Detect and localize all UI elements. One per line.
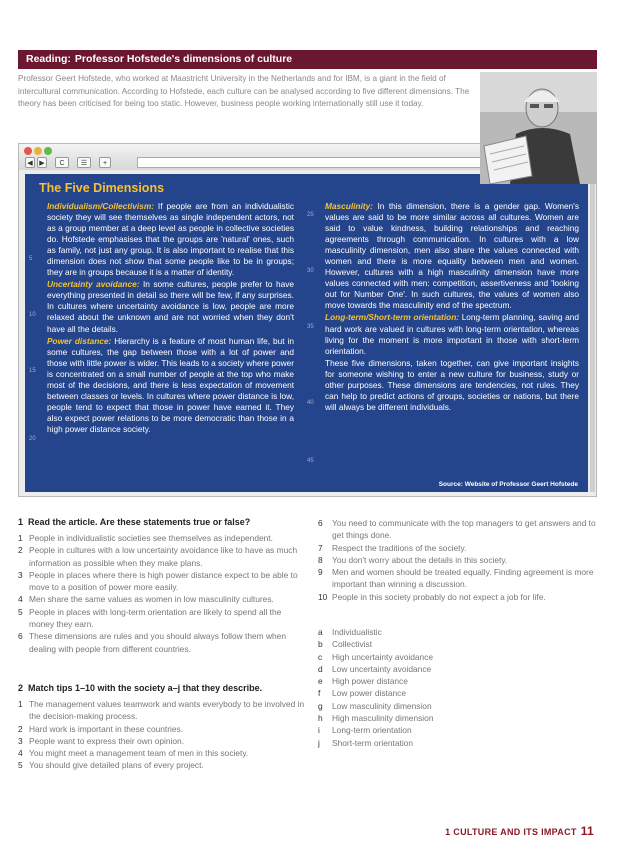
exercise-2-tips-left (18, 698, 308, 772)
bookmark-icon[interactable]: ☰ (77, 157, 91, 168)
scrollbar[interactable] (590, 174, 595, 492)
line-number: 35 (307, 324, 314, 330)
maximize-window-icon[interactable] (44, 147, 52, 155)
line-number: 10 (29, 312, 36, 318)
article-title: The Five Dimensions (39, 181, 165, 195)
list-item: 6 You need to communicate with the top managers to get answers and to get things done. (318, 518, 596, 541)
list-item: 2 Hard work is important in these countries. (18, 723, 184, 734)
line-number: 30 (307, 268, 314, 274)
list-item: 3 People in places where there is high power distance expect to be able to move to a position of power more easily. (18, 569, 298, 593)
list-item: b Collectivist (318, 639, 373, 650)
reading-title: Professor Hofstede's dimensions of culture (74, 53, 293, 65)
exercise-2-tips-right (318, 517, 606, 603)
exercise-1-list (18, 532, 308, 655)
page-number: 11 (580, 824, 594, 838)
new-tab-icon[interactable]: + (99, 157, 111, 168)
dimension-masculinity: Masculinity: In this dimension, there is a gender gap. Women's values are said to be more similar across all cultures. Women are said to value kindness, building relationships and reaching agreements through communication. In cultures with a low masculinity dimension, men also share the values connected with women and there is more equality between men and women. However, cultures with a high masculinity dimension have more values connected with men: competition, assertiveness and 'looking out for Number One'. In such cultures, the values of women also move towards the masculinity end of the spectrum. (325, 201, 579, 311)
list-item: j Short-term orientation (318, 737, 413, 748)
line-number: 15 (29, 368, 36, 374)
portrait-image (480, 72, 597, 184)
list-item: 8 You don't worry about the details in this society. (318, 554, 508, 565)
list-item: 10 People in this society probably do not expect a job for life. (318, 591, 546, 602)
exercise-1-heading: 1 Read the article. Are these statements true or false? (18, 517, 251, 527)
forward-arrow-icon[interactable]: ▶ (37, 157, 47, 168)
list-item: 5 People in places with long-term orientation are likely to spend all the money they earn. (18, 606, 282, 630)
minimize-window-icon[interactable] (34, 147, 42, 155)
list-item: g Low masculinity dimension (318, 700, 432, 711)
article-right-column (325, 201, 579, 414)
dimension-power-distance: Power distance: Hierarchy is a feature of most human life, but in some cultures, the gap between those with a lot of power and those with little power is wider. This leads to a society where power is concentrated on a small number of people at the top who make most of the decisions, and there is less expectation of movement between classes or levels. In cultures where power distance is low, people tend to expect that those in power have earned it. They also expect power relations to be more democratic than those in a high power distance society. (47, 335, 294, 434)
list-item: f Low power distance (318, 688, 407, 699)
reload-icon[interactable]: C (55, 157, 69, 168)
list-item: 3 People want to express their own opinion. (18, 735, 185, 746)
list-item: 9 Men and women should be treated equally. Finding agreement is more important than winning a discussion. (318, 567, 594, 590)
list-item: 6 These dimensions are rules and you should always follow them when dealing with people from different countries. (18, 631, 286, 654)
exercise-2-heading: 2 Match tips 1–10 with the society a–j that they describe. (18, 683, 263, 693)
list-item: h High masculinity dimension (318, 713, 434, 724)
reading-label: Reading: (26, 53, 71, 65)
line-number: 25 (307, 212, 314, 218)
list-item: i Long-term orientation (318, 725, 412, 736)
browser-window (18, 143, 597, 497)
list-item: d Low uncertainty avoidance (318, 663, 432, 674)
list-item: 5 You should give detailed plans of every project. (18, 760, 204, 771)
line-number: 5 (29, 256, 33, 262)
list-item: 1 People in individualistic societies see themselves as independent. (18, 533, 273, 543)
hofstede-photo (480, 72, 597, 184)
dimension-uncertainty: Uncertainty avoidance: In some cultures, people prefer to have everything presented in detail so there will be few, if any surprises. In cultures where uncertainty avoidance is low, people are more relaxed about the unknown and are not worried when they don't have all the details. (47, 279, 294, 334)
list-item: 2 People in cultures with a low uncertainty avoidance like to have as much information as possible when they make plans. (18, 545, 298, 568)
chapter-title: 1 CULTURE AND ITS IMPACT (445, 827, 577, 837)
close-window-icon[interactable] (24, 147, 32, 155)
list-item: 4 Men share the same values as women in low masculinity cultures. (18, 594, 274, 605)
line-number: 40 (307, 400, 314, 406)
dimension-orientation: Long-term/Short-term orientation: Long-term planning, saving and hard work are valued in cultures with long-term orientation, whereas living for the moment is more important in those with short-term orientation. (325, 312, 579, 356)
back-arrow-icon[interactable]: ◀ (25, 157, 35, 168)
reading-banner (18, 50, 597, 69)
address-bar[interactable] (137, 157, 487, 168)
article-left-column (47, 201, 294, 436)
article-conclusion: These five dimensions, taken together, can give important insights for someone wishing to enter a new culture for business, study or other purposes. These dimensions are tendencies, not rules. They can help to predict actions of groups, societies or nations, but there will always be different individuals. (325, 357, 579, 412)
dimension-individualism: Individualism/Collectivism: If people are from an individualistic society they will see themselves as single independent actors, not as a group member at a deep level as people in collective societies do. Hofstede emphasises that the groups are 'natural' ones, such as family, not just any group. It is also important to realise that this dimension does not show that some people like to be in groups; they are in groups because it is a matter of identity. (47, 201, 294, 278)
list-item: 4 You might meet a management team of men in this society. (18, 748, 249, 759)
line-number: 45 (307, 458, 314, 464)
page-footer (445, 824, 594, 838)
exercise-2-societies (318, 626, 568, 749)
article-source: Source: Website of Professor Geert Hofstede (438, 481, 578, 488)
intro-paragraph: Professor Geert Hofstede, who worked at Maastricht University in the Netherlands and for IBM, is a giant in the field of intercultural communication. According to Hofstede, each culture can be analysed according to five different dimensions. The theory has been criticised for being too static. However, business people working internationally still use it today. (18, 74, 470, 109)
list-item: 7 Respect the traditions of the society. (318, 542, 467, 553)
article-panel (25, 174, 588, 492)
list-item: 1 The management values teamwork and wants everybody to be involved in the decision-making process. (18, 699, 305, 722)
list-item: a Individualistic (318, 627, 382, 637)
list-item: c High uncertainty avoidance (318, 651, 434, 662)
list-item: e High power distance (318, 676, 408, 687)
line-number: 20 (29, 436, 36, 442)
